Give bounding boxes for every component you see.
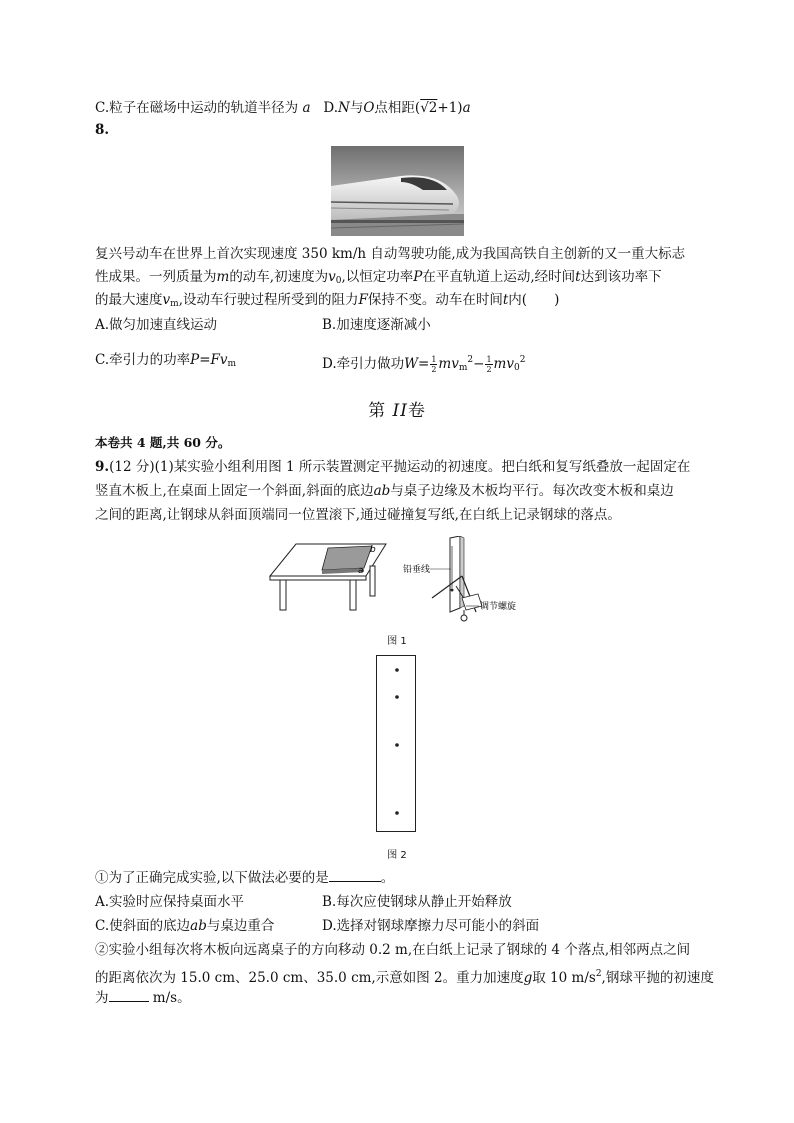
train-photo <box>331 146 464 236</box>
q7-option-d-sqrt: √2 <box>420 100 438 116</box>
landing-dot-3 <box>395 743 399 747</box>
label-plumb-line: 铅垂线 <box>403 565 431 575</box>
section-intro: 本卷共 4 题,共 60 分。 <box>95 435 231 450</box>
q8-option-c: C.牵引力的功率$P=Fv_m$ <box>95 352 237 369</box>
q9-sub1-stem: ①为了正确完成实验,以下做法必要的是 。 <box>95 870 395 886</box>
q7-option-c-var: a <box>302 100 311 116</box>
q9-sub1-option-c: C.使斜面的底边ab与桌边重合 <box>95 918 275 934</box>
q9-sub1-option-a: A.实验时应保持桌面水平 <box>95 894 245 910</box>
q8-stem-line3: 的最大速度$v_m$,设动车行驶过程所受到的阻力F保持不变。动车在时间t内( ) <box>95 292 560 309</box>
label-adjust-screw: 调节螺旋 <box>480 602 517 612</box>
q7-option-d-tail: +1) <box>437 100 463 116</box>
section-title: 第 II卷 <box>368 401 426 421</box>
figure-1-caption: 图 1 <box>387 636 407 647</box>
answer-blank-1[interactable] <box>329 868 381 882</box>
q9-sub2-line2: 的距离依次为 15.0 cm、25.0 cm、35.0 cm,示意如图 2。重力加速度g取 10 $m/s^2$,钢球平抛的初速度 <box>95 969 714 986</box>
landing-dot-4 <box>395 811 399 815</box>
q9-sub1-option-d: D.选择对钢球摩擦力尽可能小的斜面 <box>322 918 540 934</box>
q8-option-d: D.牵引力做功W= $\frac{1}{2}$ $mv_m^2-$ $\frac{1}{2}$ $mv_0^2$ <box>322 355 526 374</box>
incline <box>322 546 372 570</box>
q7-option-c-text: C.粒子在磁场中运动的轨道半径为 <box>95 100 299 116</box>
q7-option-d-text: 点相距( <box>374 100 421 116</box>
q7-options-cd <box>95 98 471 118</box>
q9-sub1-option-b: B.每次应使钢球从静止开始释放 <box>322 894 512 910</box>
q9-sub2-line1: ②实验小组每次将木板向远离桌子的方向移动 0.2 m,在白纸上记录了钢球的 4 个落点,相邻两点之间 <box>95 942 691 958</box>
q8-option-b: B.加速度逐渐减小 <box>322 317 431 333</box>
q9-sub2-line3: 为 m/s。 <box>95 990 191 1006</box>
figure-2-caption: 图 2 <box>387 850 407 861</box>
landing-dot-2 <box>395 695 399 699</box>
label-b: b <box>370 545 376 555</box>
q9-stem-line3: 之间的距离,让钢球从斜面顶端同一位置滚下,通过碰撞复写纸,在白纸上记录钢球的落点。 <box>95 507 621 523</box>
q8-option-a: A.做匀加速直线运动 <box>95 317 218 333</box>
q8-number: 8. <box>95 122 110 138</box>
figure-2-paper <box>376 655 416 832</box>
label-a: a <box>358 566 364 576</box>
q8-stem-line1: 复兴号动车在世界上首次实现速度 350 km/h 自动驾驶功能,成为我国高铁自主创新的又一重大标志 <box>95 246 686 262</box>
q7-option-d-o: O <box>363 100 375 116</box>
figure-1-apparatus <box>266 536 556 624</box>
q7-option-d-prefix: D. <box>323 100 339 116</box>
q9-stem-line2: 竖直木板上,在桌面上固定一个斜面,斜面的底边ab与桌子边缘及木板均平行。每次改变木板和桌边 <box>95 483 674 499</box>
landing-dot-1 <box>395 668 399 672</box>
q7-option-d-mid: 与 <box>349 100 364 116</box>
answer-blank-2[interactable] <box>109 988 149 1002</box>
q9-stem-line1: 9.(12 分)(1)某实验小组利用图 1 所示装置测定平抛运动的初速度。把白纸和复写纸叠放一起固定在 <box>95 459 691 475</box>
q8-stem-line2: 性成果。一列质量为m的动车,初速度为$v_0$,以恒定功率P在平直轨道上运动,经时间t达到该功率下 <box>95 269 662 286</box>
q7-option-d-var: a <box>462 100 471 116</box>
q7-option-d-n: N <box>338 100 350 116</box>
vertical-board <box>450 536 460 612</box>
